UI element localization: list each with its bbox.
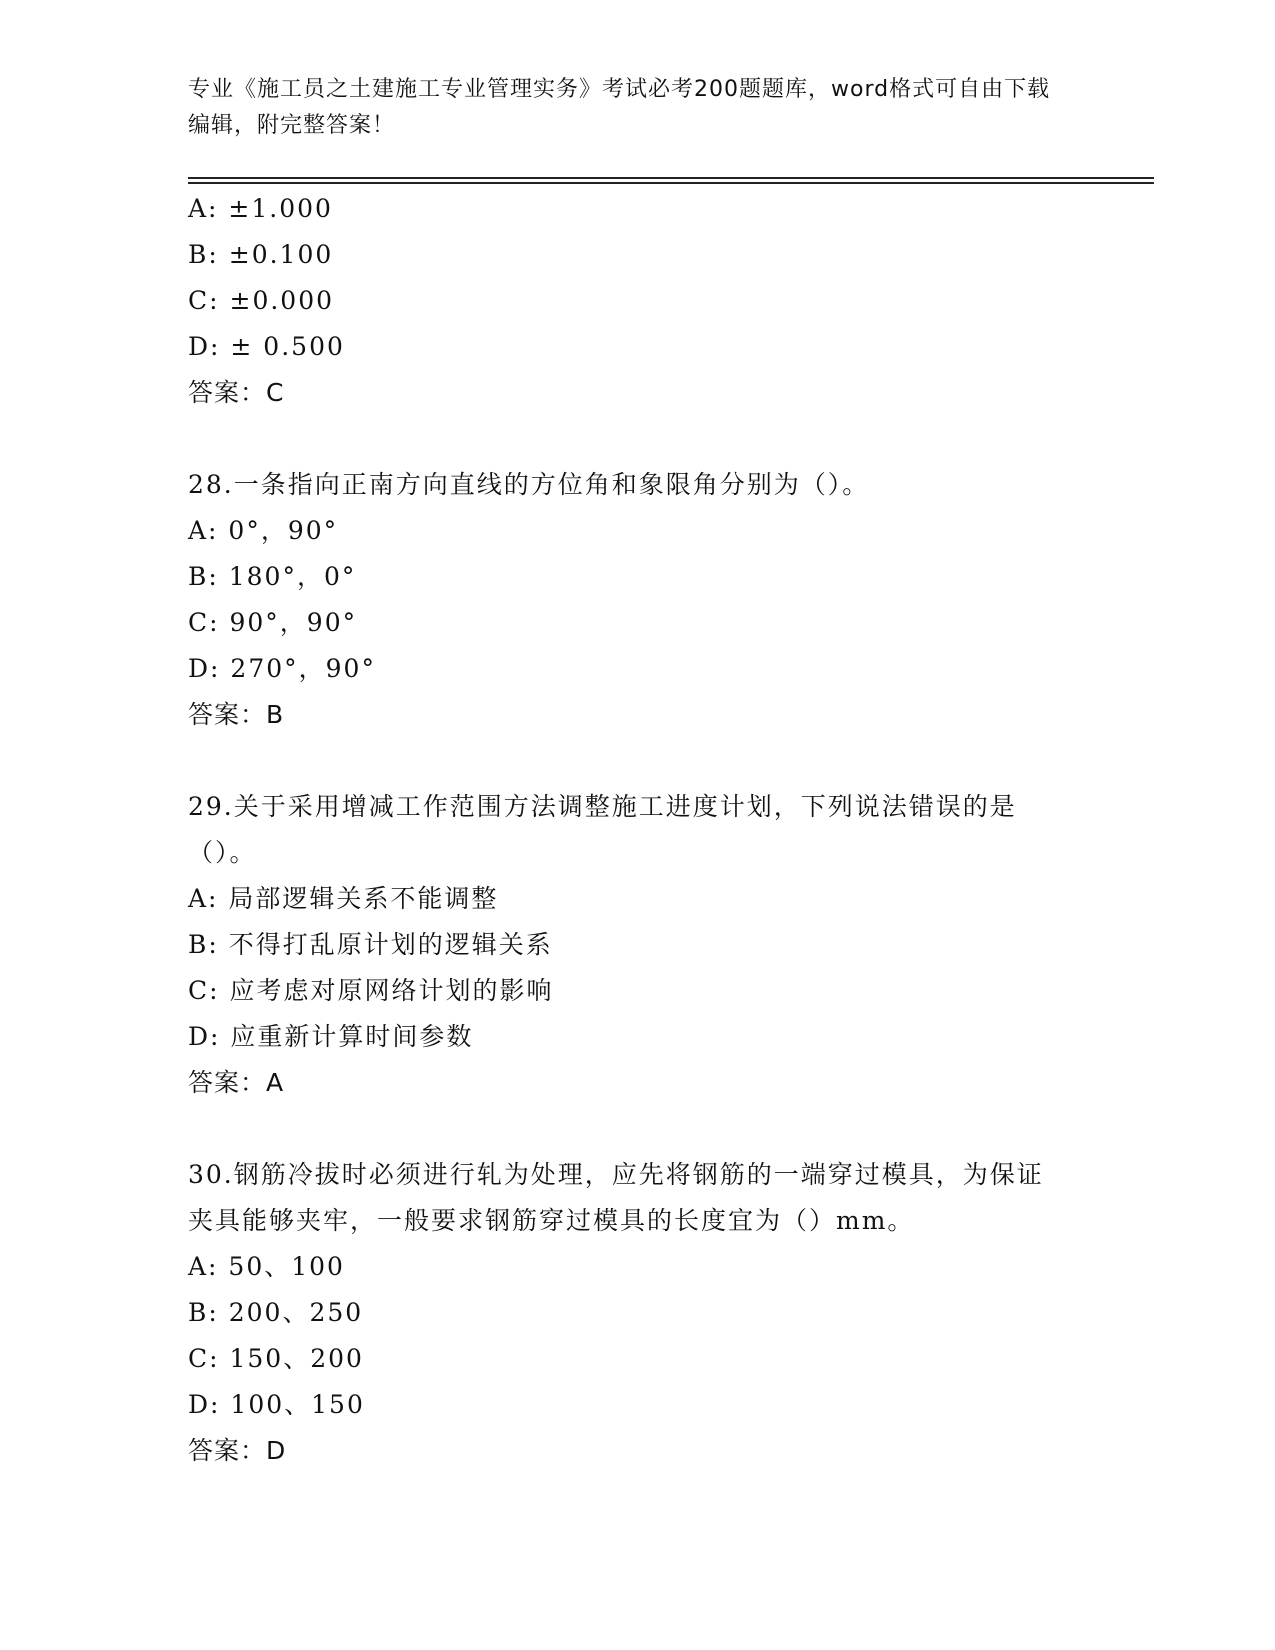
question-text: 28.一条指向正南方向直线的方位角和象限角分别为（）。 <box>188 470 870 499</box>
question-30 <box>188 1152 1088 1474</box>
question-27 <box>188 186 1088 416</box>
option-c: C: ±0.000 <box>188 286 335 315</box>
question-text: 29.关于采用增减工作范围方法调整施工进度计划，下列说法错误的是（）。 <box>188 792 1017 867</box>
answer-label: 答案：C <box>188 378 285 407</box>
answer-label: 答案：A <box>188 1068 285 1097</box>
option-d: D: 270°，90° <box>188 654 376 683</box>
answer-label: 答案：D <box>188 1436 287 1465</box>
spacer <box>188 738 1088 784</box>
spacer <box>188 416 1088 462</box>
document-header: 专业《施工员之土建施工专业管理实务》考试必考200题题库，word格式可自由下载编辑，附完整答案！ <box>188 77 1051 138</box>
spacer <box>188 1106 1088 1152</box>
option-d: D: 100、150 <box>188 1390 365 1419</box>
option-d: D: ± 0.500 <box>188 332 345 361</box>
option-b: B: ±0.100 <box>188 240 334 269</box>
option-a: A: 0°，90° <box>188 516 339 545</box>
option-c: C: 90°，90° <box>188 608 358 637</box>
option-a: A: ±1.000 <box>188 194 333 223</box>
question-29 <box>188 784 1088 1106</box>
question-list <box>188 186 1088 1474</box>
answer-label: 答案：B <box>188 700 285 729</box>
option-a: A: 50、100 <box>188 1252 345 1281</box>
header-divider-top <box>188 177 1154 179</box>
header-divider-bottom <box>188 182 1154 184</box>
option-c: C: 150、200 <box>188 1344 364 1373</box>
question-28 <box>188 462 1088 738</box>
option-c: C: 应考虑对原网络计划的影响 <box>188 976 554 1005</box>
option-d: D: 应重新计算时间参数 <box>188 1022 474 1051</box>
question-text: 30.钢筋冷拔时必须进行轧为处理，应先将钢筋的一端穿过模具，为保证夹具能够夹牢，一般要求钢筋穿过模具的长度宜为（）mm。 <box>188 1160 1044 1235</box>
option-b: B: 200、250 <box>188 1298 364 1327</box>
option-b: B: 不得打乱原计划的逻辑关系 <box>188 930 553 959</box>
option-b: B: 180°，0° <box>188 562 357 591</box>
option-a: A: 局部逻辑关系不能调整 <box>188 884 499 913</box>
